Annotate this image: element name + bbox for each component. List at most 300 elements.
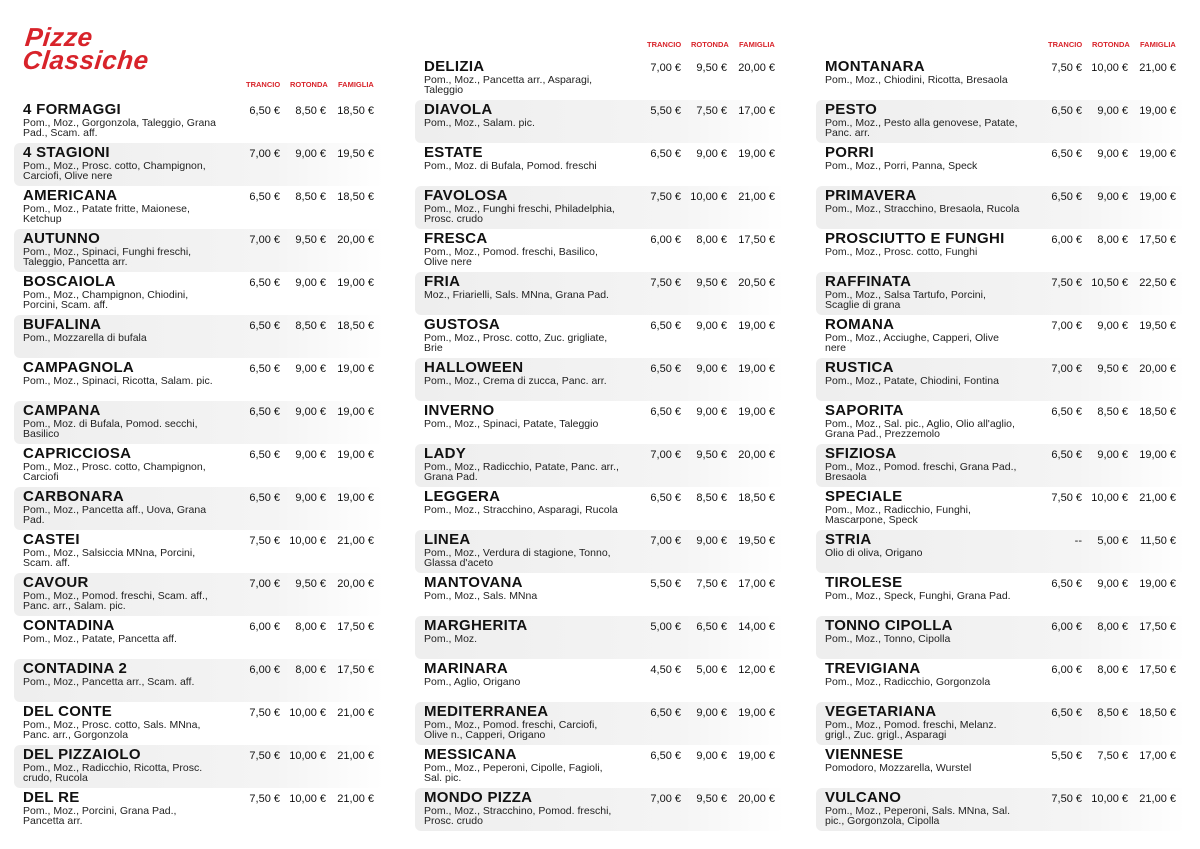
pizza-ingredients: Pom., Moz., Radicchio, Gorgonzola (825, 676, 991, 688)
price-rotonda: 8,00 € (1097, 664, 1128, 676)
price-rotonda: 9,50 € (696, 62, 727, 74)
price-trancio: 6,50 € (650, 492, 681, 504)
price-famiglia: 19,00 € (738, 148, 775, 160)
price-trancio: 7,00 € (650, 535, 681, 547)
title-line-2: Classiche (21, 45, 151, 75)
price-famiglia: 21,00 € (738, 191, 775, 203)
menu-item (415, 100, 785, 143)
price-trancio: 6,50 € (249, 406, 280, 418)
pizza-name: RAFFINATA (825, 273, 912, 290)
price-trancio: 7,50 € (249, 707, 280, 719)
price-famiglia: 20,00 € (337, 234, 374, 246)
price-famiglia: 22,50 € (1139, 277, 1176, 289)
pizza-ingredients: Pom., Moz., Peperoni, Sals. MNna, Sal. pic., Gorgonzola, Cipolla (825, 805, 1010, 827)
price-rotonda: 8,00 € (295, 621, 326, 633)
pizza-ingredients: Pom., Moz., Pancetta arr., Asparagi, Taleggio (424, 74, 593, 96)
menu-item (816, 702, 1186, 745)
pizza-ingredients: Pom., Moz., Tonno, Cipolla (825, 633, 951, 645)
price-trancio: 5,50 € (650, 578, 681, 590)
menu-item (816, 745, 1186, 788)
price-rotonda: 9,50 € (295, 578, 326, 590)
pizza-ingredients: Olio di oliva, Origano (825, 547, 923, 559)
pizza-ingredients: Pom., Moz., Radicchio, Ricotta, Prosc. crudo, Rucola (23, 762, 203, 784)
price-famiglia: 19,00 € (1139, 191, 1176, 203)
price-trancio: 6,50 € (249, 449, 280, 461)
price-rotonda: 9,00 € (295, 492, 326, 504)
pizza-name: FAVOLOSA (424, 187, 508, 204)
pizza-name: MONTANARA (825, 58, 925, 75)
price-famiglia: 21,00 € (337, 707, 374, 719)
pizza-ingredients: Pom., Moz., Radicchio, Patate, Panc. arr., Grana Pad. (424, 461, 619, 483)
price-famiglia: 18,50 € (1139, 406, 1176, 418)
menu-item (14, 315, 384, 358)
price-famiglia: 18,50 € (337, 105, 374, 117)
price-famiglia: 18,50 € (738, 492, 775, 504)
price-rotonda: 8,50 € (295, 191, 326, 203)
menu-column-3 (816, 57, 1186, 831)
pizza-ingredients: Moz., Friarielli, Sals. MNna, Grana Pad. (424, 289, 609, 301)
menu-item (816, 616, 1186, 659)
price-famiglia: 19,00 € (738, 707, 775, 719)
price-famiglia: 19,00 € (738, 363, 775, 375)
price-rotonda: 10,00 € (289, 793, 326, 805)
pizza-name: PORRI (825, 144, 875, 161)
price-rotonda: 9,00 € (295, 148, 326, 160)
price-trancio: 6,00 € (650, 234, 681, 246)
menu-item (816, 143, 1186, 186)
price-rotonda: 8,50 € (1097, 707, 1128, 719)
price-famiglia: 20,00 € (738, 449, 775, 461)
menu-item (415, 444, 785, 487)
price-rotonda: 8,00 € (295, 664, 326, 676)
pizza-name: MESSICANA (424, 746, 517, 763)
pizza-name: SAPORITA (825, 402, 904, 419)
pizza-name: VULCANO (825, 789, 902, 806)
price-rotonda: 7,50 € (1097, 750, 1128, 762)
price-famiglia: 17,50 € (337, 621, 374, 633)
pizza-ingredients: Pom., Moz., Crema di zucca, Panc. arr. (424, 375, 607, 387)
pizza-ingredients: Pom., Moz., Patate, Chiodini, Fontina (825, 375, 999, 387)
price-famiglia: 21,00 € (337, 535, 374, 547)
pizza-name: PRIMAVERA (825, 187, 917, 204)
pizza-name: INVERNO (424, 402, 495, 419)
pizza-name: SPECIALE (825, 488, 903, 505)
price-trancio: 7,00 € (650, 449, 681, 461)
price-famiglia: 19,00 € (1139, 449, 1176, 461)
price-rotonda: 9,00 € (696, 707, 727, 719)
price-rotonda: 8,00 € (1097, 621, 1128, 633)
price-trancio: 6,50 € (1051, 191, 1082, 203)
price-famiglia: 19,00 € (1139, 148, 1176, 160)
price-famiglia: 18,50 € (337, 320, 374, 332)
price-trancio: 6,50 € (650, 148, 681, 160)
price-trancio: 6,00 € (1051, 234, 1082, 246)
menu-item (415, 702, 785, 745)
price-trancio: 7,00 € (1051, 320, 1082, 332)
price-rotonda: 9,50 € (696, 793, 727, 805)
price-rotonda: 8,50 € (1097, 406, 1128, 418)
pizza-ingredients: Pom., Moz., Peperoni, Cipolle, Fagioli, Sal. pic. (424, 762, 603, 784)
menu-item (14, 143, 384, 186)
pizza-name: STRIA (825, 531, 872, 548)
price-trancio: 6,50 € (650, 406, 681, 418)
pizza-ingredients: Pom., Moz., Spinaci, Patate, Taleggio (424, 418, 599, 430)
price-trancio: 5,50 € (1051, 750, 1082, 762)
pizza-name: AMERICANA (23, 187, 118, 204)
price-famiglia: 17,00 € (738, 105, 775, 117)
pizza-name: FRIA (424, 273, 461, 290)
pizza-ingredients: Pom., Moz., Salam. pic. (424, 117, 535, 129)
pizza-name: BOSCAIOLA (23, 273, 116, 290)
menu-item (415, 616, 785, 659)
price-famiglia: 12,00 € (738, 664, 775, 676)
pizza-ingredients: Pom., Moz., Spinaci, Ricotta, Salam. pic. (23, 375, 213, 387)
pizza-name: CONTADINA 2 (23, 660, 128, 677)
price-famiglia: 17,00 € (1139, 750, 1176, 762)
price-rotonda: 8,00 € (696, 234, 727, 246)
menu-item (14, 186, 384, 229)
pizza-name: CAVOUR (23, 574, 89, 591)
pizza-name: RUSTICA (825, 359, 894, 376)
menu-item (816, 272, 1186, 315)
price-trancio: 6,50 € (249, 277, 280, 289)
price-trancio: 6,50 € (249, 492, 280, 504)
price-trancio: 6,50 € (650, 707, 681, 719)
pizza-ingredients: Pom., Moz., Prosc. cotto, Champignon, Carciofi, Olive nere (23, 160, 206, 182)
price-trancio: 7,50 € (249, 750, 280, 762)
price-trancio: 6,50 € (1051, 578, 1082, 590)
menu-item (415, 745, 785, 788)
price-famiglia: 14,00 € (738, 621, 775, 633)
pizza-name: PROSCIUTTO E FUNGHI (825, 230, 1005, 247)
pizza-name: CASTEI (23, 531, 80, 548)
price-famiglia: 21,00 € (337, 750, 374, 762)
price-famiglia: 21,00 € (1139, 62, 1176, 74)
price-trancio: 7,50 € (650, 191, 681, 203)
price-trancio: 7,00 € (650, 793, 681, 805)
pizza-ingredients: Pom., Moz., Salsa Tartufo, Porcini, Scaglie di grana (825, 289, 986, 311)
pizza-name: LINEA (424, 531, 471, 548)
pizza-name: TREVIGIANA (825, 660, 921, 677)
menu-item (816, 100, 1186, 143)
price-trancio: 6,50 € (650, 750, 681, 762)
menu-item (14, 358, 384, 401)
menu-item (14, 659, 384, 702)
price-famiglia: 19,00 € (1139, 105, 1176, 117)
menu-item (816, 57, 1186, 100)
price-trancio: 6,50 € (249, 105, 280, 117)
pizza-ingredients: Pom., Moz., Pomod. freschi, Grana Pad., Bresaola (825, 461, 1017, 483)
pizza-name: CAMPAGNOLA (23, 359, 135, 376)
price-trancio: 4,50 € (650, 664, 681, 676)
price-trancio: 5,50 € (650, 105, 681, 117)
price-trancio: 6,50 € (249, 191, 280, 203)
column-header-3 (816, 40, 1186, 52)
price-trancio: 6,00 € (1051, 621, 1082, 633)
menu-item (415, 186, 785, 229)
price-trancio: 7,50 € (1051, 492, 1082, 504)
pizza-ingredients: Pom., Moz. (424, 633, 478, 645)
menu-item (415, 573, 785, 616)
price-rotonda: 8,50 € (295, 105, 326, 117)
price-trancio: 7,50 € (249, 793, 280, 805)
price-famiglia: 19,00 € (337, 449, 374, 461)
pizza-name: CARBONARA (23, 488, 125, 505)
pizza-name: AUTUNNO (23, 230, 101, 247)
pizza-ingredients: Pomodoro, Mozzarella, Wurstel (825, 762, 972, 774)
menu-item (415, 229, 785, 272)
header-famiglia: FAMIGLIA (338, 80, 374, 89)
menu-item (415, 358, 785, 401)
pizza-ingredients: Pom., Moz., Pesto alla genovese, Patate, Panc. arr. (825, 117, 1018, 139)
menu-item (415, 315, 785, 358)
menu-item (14, 530, 384, 573)
price-trancio: 6,50 € (1051, 105, 1082, 117)
price-rotonda: 7,50 € (696, 105, 727, 117)
price-rotonda: 9,00 € (1097, 578, 1128, 590)
pizza-name: MANTOVANA (424, 574, 523, 591)
header-trancio: TRANCIO (246, 80, 281, 89)
menu-item (14, 788, 384, 831)
price-rotonda: 10,00 € (1091, 492, 1128, 504)
price-famiglia: 20,00 € (738, 793, 775, 805)
price-rotonda: 10,00 € (289, 535, 326, 547)
price-trancio: 6,50 € (1051, 707, 1082, 719)
pizza-ingredients: Pom., Moz., Pancetta aff., Uova, Grana Pad. (23, 504, 207, 526)
pizza-ingredients: Pom., Moz., Prosc. cotto, Champignon, Carciofi (23, 461, 206, 483)
pizza-name: TONNO CIPOLLA (825, 617, 953, 634)
pizza-ingredients: Pom., Moz., Speck, Funghi, Grana Pad. (825, 590, 1011, 602)
price-trancio: 7,50 € (1051, 62, 1082, 74)
menu-item (415, 143, 785, 186)
menu-item (415, 401, 785, 444)
pizza-ingredients: Pom., Moz., Stracchino, Bresaola, Rucola (825, 203, 1020, 215)
header-rotonda: ROTONDA (1092, 40, 1130, 49)
menu-item (816, 573, 1186, 616)
pizza-name: MARGHERITA (424, 617, 528, 634)
menu-item (14, 745, 384, 788)
pizza-name: LADY (424, 445, 467, 462)
price-famiglia: 19,00 € (1139, 578, 1176, 590)
pizza-name: ESTATE (424, 144, 483, 161)
price-rotonda: 9,00 € (295, 449, 326, 461)
price-famiglia: 17,50 € (1139, 664, 1176, 676)
price-rotonda: 9,00 € (696, 535, 727, 547)
header-rotonda: ROTONDA (691, 40, 729, 49)
price-trancio: 7,50 € (249, 535, 280, 547)
price-trancio: 6,50 € (1051, 148, 1082, 160)
menu-item (14, 487, 384, 530)
pizza-ingredients: Pom., Mozzarella di bufala (23, 332, 147, 344)
menu-item (816, 659, 1186, 702)
menu-item (816, 186, 1186, 229)
price-rotonda: 9,50 € (696, 449, 727, 461)
menu-item (415, 788, 785, 831)
menu-item (14, 100, 384, 143)
price-rotonda: 8,00 € (1097, 234, 1128, 246)
price-trancio: 7,50 € (1051, 277, 1082, 289)
pizza-name: GUSTOSA (424, 316, 501, 333)
price-trancio: 7,00 € (249, 578, 280, 590)
menu-item (415, 487, 785, 530)
title-line-1: Pizze (23, 22, 95, 52)
pizza-ingredients: Pom., Aglio, Origano (424, 676, 521, 688)
pizza-ingredients: Pom., Moz., Prosc. cotto, Zuc. grigliate, Brie (424, 332, 608, 354)
price-famiglia: 20,50 € (738, 277, 775, 289)
header-rotonda: ROTONDA (290, 80, 328, 89)
pizza-name: HALLOWEEN (424, 359, 524, 376)
menu-item (415, 272, 785, 315)
price-rotonda: 9,00 € (295, 363, 326, 375)
pizza-ingredients: Pom., Moz., Stracchino, Asparagi, Rucola (424, 504, 618, 516)
pizza-name: CAMPANA (23, 402, 101, 419)
pizza-ingredients: Pom., Moz., Salsiccia MNna, Porcini, Scam. aff. (23, 547, 196, 569)
price-famiglia: 19,00 € (337, 492, 374, 504)
pizza-name: DEL CONTE (23, 703, 113, 720)
pizza-ingredients: Pom., Moz., Sal. pic., Aglio, Olio all'aglio, Grana Pad., Prezzemolo (825, 418, 1015, 440)
price-famiglia: 20,00 € (1139, 363, 1176, 375)
price-famiglia: 17,50 € (337, 664, 374, 676)
price-trancio: 7,00 € (249, 148, 280, 160)
price-rotonda: 9,50 € (1097, 363, 1128, 375)
price-famiglia: 19,00 € (738, 406, 775, 418)
pizza-name: SFIZIOSA (825, 445, 897, 462)
price-famiglia: 21,00 € (1139, 793, 1176, 805)
menu-item (14, 272, 384, 315)
pizza-ingredients: Pom., Moz., Spinaci, Funghi freschi, Taleggio, Pancetta arr. (23, 246, 192, 268)
price-rotonda: 10,50 € (1091, 277, 1128, 289)
pizza-name: FRESCA (424, 230, 488, 247)
price-trancio: 6,50 € (650, 363, 681, 375)
price-famiglia: 17,50 € (738, 234, 775, 246)
menu-item (415, 530, 785, 573)
price-rotonda: 9,00 € (696, 148, 727, 160)
price-trancio: 6,00 € (249, 621, 280, 633)
price-trancio: 7,00 € (1051, 363, 1082, 375)
pizza-ingredients: Pom., Moz., Sals. MNna (424, 590, 538, 602)
price-trancio: -- (1074, 535, 1082, 547)
pizza-ingredients: Pom., Moz., Pomod. freschi, Carciofi, Olive n., Capperi, Origano (424, 719, 598, 741)
price-trancio: 6,50 € (249, 363, 280, 375)
pizza-ingredients: Pom., Moz., Stracchino, Pomod. freschi, Prosc. crudo (424, 805, 612, 827)
menu-item (816, 788, 1186, 831)
menu-column-2 (415, 57, 785, 831)
price-trancio: 6,00 € (1051, 664, 1082, 676)
pizza-name: DIAVOLA (424, 101, 493, 118)
pizza-ingredients: Pom., Moz., Funghi freschi, Philadelphia, Prosc. crudo (424, 203, 615, 225)
column-header-1 (14, 80, 384, 92)
page-title (21, 22, 153, 75)
menu-item (14, 573, 384, 616)
price-trancio: 7,50 € (650, 277, 681, 289)
pizza-name: MONDO PIZZA (424, 789, 533, 806)
price-trancio: 6,50 € (249, 320, 280, 332)
price-rotonda: 9,50 € (295, 234, 326, 246)
header-trancio: TRANCIO (647, 40, 682, 49)
price-rotonda: 9,00 € (696, 750, 727, 762)
price-famiglia: 19,50 € (337, 148, 374, 160)
price-rotonda: 9,00 € (1097, 191, 1128, 203)
pizza-name: MEDITERRANEA (424, 703, 549, 720)
menu-item (816, 401, 1186, 444)
price-famiglia: 19,50 € (738, 535, 775, 547)
pizza-name: CAPRICCIOSA (23, 445, 132, 462)
pizza-name: 4 FORMAGGI (23, 101, 122, 118)
pizza-ingredients: Pom., Moz., Porri, Panna, Speck (825, 160, 978, 172)
menu-item (816, 444, 1186, 487)
pizza-name: 4 STAGIONI (23, 144, 110, 161)
price-rotonda: 9,00 € (1097, 320, 1128, 332)
pizza-name: DEL RE (23, 789, 80, 806)
price-rotonda: 9,00 € (696, 363, 727, 375)
pizza-ingredients: Pom., Moz., Gorgonzola, Taleggio, Grana Pad., Scam. aff. (23, 117, 216, 139)
price-famiglia: 21,00 € (337, 793, 374, 805)
price-trancio: 6,50 € (1051, 406, 1082, 418)
price-rotonda: 10,00 € (289, 707, 326, 719)
pizza-name: TIROLESE (825, 574, 903, 591)
price-famiglia: 19,50 € (1139, 320, 1176, 332)
price-rotonda: 10,00 € (1091, 793, 1128, 805)
price-rotonda: 9,00 € (295, 277, 326, 289)
price-trancio: 7,00 € (650, 62, 681, 74)
price-famiglia: 17,00 € (738, 578, 775, 590)
price-rotonda: 9,00 € (1097, 105, 1128, 117)
pizza-ingredients: Pom., Moz., Prosc. cotto, Sals. MNna, Panc. arr., Gorgonzola (23, 719, 201, 741)
price-rotonda: 9,00 € (696, 406, 727, 418)
price-famiglia: 20,00 € (738, 62, 775, 74)
pizza-ingredients: Pom., Moz., Champignon, Chiodini, Porcini, Scam. aff. (23, 289, 189, 311)
price-trancio: 6,50 € (650, 320, 681, 332)
header-trancio: TRANCIO (1048, 40, 1083, 49)
price-trancio: 7,50 € (1051, 793, 1082, 805)
menu-item (14, 229, 384, 272)
menu-item (816, 315, 1186, 358)
header-famiglia: FAMIGLIA (1140, 40, 1176, 49)
pizza-ingredients: Pom., Moz., Pancetta arr., Scam. aff. (23, 676, 195, 688)
pizza-ingredients: Pom., Moz., Acciughe, Capperi, Olive nere (825, 332, 999, 354)
pizza-ingredients: Pom., Moz., Prosc. cotto, Funghi (825, 246, 978, 258)
pizza-ingredients: Pom., Moz., Verdura di stagione, Tonno, Glassa d'aceto (424, 547, 611, 569)
menu-item (816, 530, 1186, 573)
pizza-ingredients: Pom., Moz., Porcini, Grana Pad., Pancetta arr. (23, 805, 177, 827)
menu-item (14, 444, 384, 487)
menu-item (415, 57, 785, 100)
pizza-ingredients: Pom., Moz., Chiodini, Ricotta, Bresaola (825, 74, 1008, 86)
menu-item (816, 487, 1186, 530)
menu-item (14, 616, 384, 659)
column-header-2 (415, 40, 785, 52)
price-famiglia: 19,00 € (337, 406, 374, 418)
price-famiglia: 11,50 € (1140, 535, 1176, 547)
price-rotonda: 10,00 € (289, 750, 326, 762)
price-rotonda: 9,00 € (696, 320, 727, 332)
price-rotonda: 6,50 € (696, 621, 727, 633)
header-famiglia: FAMIGLIA (739, 40, 775, 49)
price-famiglia: 19,00 € (738, 320, 775, 332)
pizza-ingredients: Pom., Moz. di Bufala, Pomod. secchi, Basilico (23, 418, 198, 440)
menu-item (14, 702, 384, 745)
price-famiglia: 18,50 € (1139, 707, 1176, 719)
price-rotonda: 5,00 € (1097, 535, 1128, 547)
price-famiglia: 19,00 € (337, 277, 374, 289)
price-trancio: 7,00 € (249, 234, 280, 246)
price-rotonda: 7,50 € (696, 578, 727, 590)
pizza-name: VEGETARIANA (825, 703, 937, 720)
price-rotonda: 10,00 € (1091, 62, 1128, 74)
pizza-ingredients: Pom., Moz., Pomod. freschi, Melanz. grigl., Zuc. grigl., Asparagi (825, 719, 997, 741)
price-rotonda: 10,00 € (690, 191, 727, 203)
pizza-name: PESTO (825, 101, 878, 118)
